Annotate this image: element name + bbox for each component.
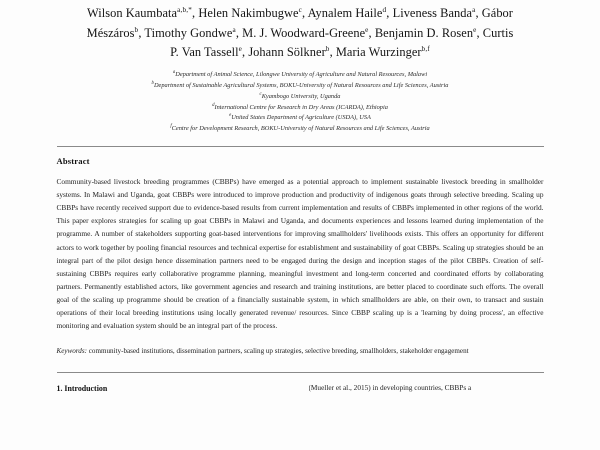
affiliation-marker: e <box>229 113 232 119</box>
affiliation-marker: c <box>259 91 262 97</box>
affiliation-marker: a <box>172 69 176 75</box>
author-name: Aynalem Haile <box>307 6 383 20</box>
author-affiliation-marker: c <box>298 5 302 14</box>
introduction-heading: 1. Introduction <box>56 383 108 393</box>
affiliation-item <box>50 124 550 135</box>
author-name: P. Van Tassell <box>170 45 239 60</box>
author-name: Curtis <box>482 25 514 40</box>
author-name: Liveness Banda <box>392 6 473 20</box>
author-name: Benjamin D. Rosen <box>374 25 474 40</box>
author-line-1: Wilson Kaumbata$^{a,b,*}$, Helen Nakimbugwe$^c$, Aynalem Haile$^d$, Liveness Banda$^a$, Gábor <box>87 5 513 20</box>
author-name: Helen Nakimbugwe <box>198 6 299 20</box>
author-affiliation-marker: b <box>325 45 330 54</box>
affiliation-item <box>50 113 550 124</box>
author-name: Mészáros <box>86 25 135 40</box>
abstract-section <box>57 147 544 332</box>
author-affiliation-marker: a <box>232 25 236 34</box>
affiliation-text: International Centre for Research in Dry Areas (ICARDA), Ethiopia <box>214 103 388 111</box>
author-name: Gábor <box>481 6 513 20</box>
body-top-divider <box>57 372 544 373</box>
author-name: Wilson Kaumbata <box>87 6 178 20</box>
abstract-heading: Abstract <box>56 156 90 167</box>
two-column-body <box>57 382 544 396</box>
affiliation-text: Kyambogo University, Uganda <box>261 92 341 100</box>
author-name: Johann Sölkner <box>248 45 326 60</box>
affiliation-item <box>50 92 550 103</box>
affiliation-item <box>50 103 550 114</box>
affiliation-marker: f <box>170 124 172 130</box>
author-name: Timothy Gondwe <box>144 25 233 40</box>
author-affiliation-marker: b,f <box>421 45 430 54</box>
author-affiliation-marker: a <box>472 5 476 14</box>
affiliation-item <box>50 70 550 81</box>
author-affiliation-marker: d <box>382 5 387 14</box>
author-list <box>44 0 556 63</box>
affiliation-list <box>50 70 550 135</box>
author-name: M. J. Woodward-Greene <box>242 25 366 40</box>
affiliation-text: Centre for Development Research, BOKU-University of Natural Resources and Life Sciences, Austria <box>171 125 430 133</box>
affiliation-marker: d <box>212 102 215 108</box>
keywords-text: community-based institutions, dissemination partners, scaling up strategies, selective breeding, smallholders, stakeholder engagement <box>88 346 469 355</box>
affiliation-text: Department of Sustainable Agricultural Systems, BOKU-University of Natural Resources and Life Sciences, Austria <box>153 81 449 89</box>
author-affiliation-marker: e <box>365 25 369 34</box>
author-name: Maria Wurzinger <box>335 45 422 60</box>
affiliation-item <box>50 81 550 92</box>
affiliation-marker: b <box>151 80 154 86</box>
author-line-2: Mészáros$^b$, Timothy Gondwe$^a$, M. J. Woodward-Greene$^e$, Benjamin D. Rosen$^e$, Curtis <box>86 25 514 40</box>
affiliation-text: United States Department of Agriculture (USDA), USA <box>231 114 371 122</box>
author-affiliation-marker: a,b,* <box>177 5 193 14</box>
author-line-3: P. Van Tassell$^e$, Johann Sölkner$^b$, Maria Wurzinger$^{b,f}$ <box>170 45 430 60</box>
author-affiliation-marker: e <box>238 45 243 54</box>
author-affiliation-marker: b <box>134 25 139 34</box>
column-right-text: (Mueller et al., 2015) in developing countries, CBBPs a <box>308 382 472 392</box>
author-affiliation-marker: e <box>473 25 477 34</box>
keywords-section <box>57 345 544 358</box>
abstract-body: Community-based livestock breeding programmes (CBBPs) have emerged as a potential approach to implement sustainable livestock breeding in smallholder systems. In Malawi and Uganda, goat CBBPs were introduced to improve production and productivity of indigenous goats through selective breeding. Scaling up CBBPs have recently received support due to evidence-based results from current implementation and results of CBBPs implemented in other regions of the world. This paper explores strategies for scaling up goat CBBPs in Malawi and Uganda, and documents experiences and lessons learned during implementation of the programme. A number of stakeholders supporting goat-based interventions for improving smallholders' livelihoods exists. This offers an opportunity for different actors to work together by pooling financial resources and technical expertise for establishment and sustainability of goat CBBPs. Scaling up strategies should be an integral part of the pilot design hence dissemination partners need to be engaged during the design and inception stages of the pilot CBBPs. Creation of self-sustaining CBBPs requires early collaborative programme planning, meaningful investment and long-term concerted and coordinated efforts by collaborating partners. Permanently established actors, like government agencies and research and training institutions, are better placed to coordinate such efforts. The overall goal of the scaling up programme should be creation of a financially sustainable system, in which smallholders are able, on their own, to transact and sustain operations of their local breeding institutions using locally generated revenue/ resources. Since CBBP scaling up is a 'learning by doing process', an effective monitoring and evaluation system should be an integral part of the process. <box>56 177 544 330</box>
affiliation-text: Department of Animal Science, Lilongwe University of Agriculture and Natural Resources, Malawi <box>175 70 428 78</box>
column-right <box>309 382 544 396</box>
keywords-label: Keywords: <box>56 346 87 355</box>
column-left <box>57 382 292 396</box>
